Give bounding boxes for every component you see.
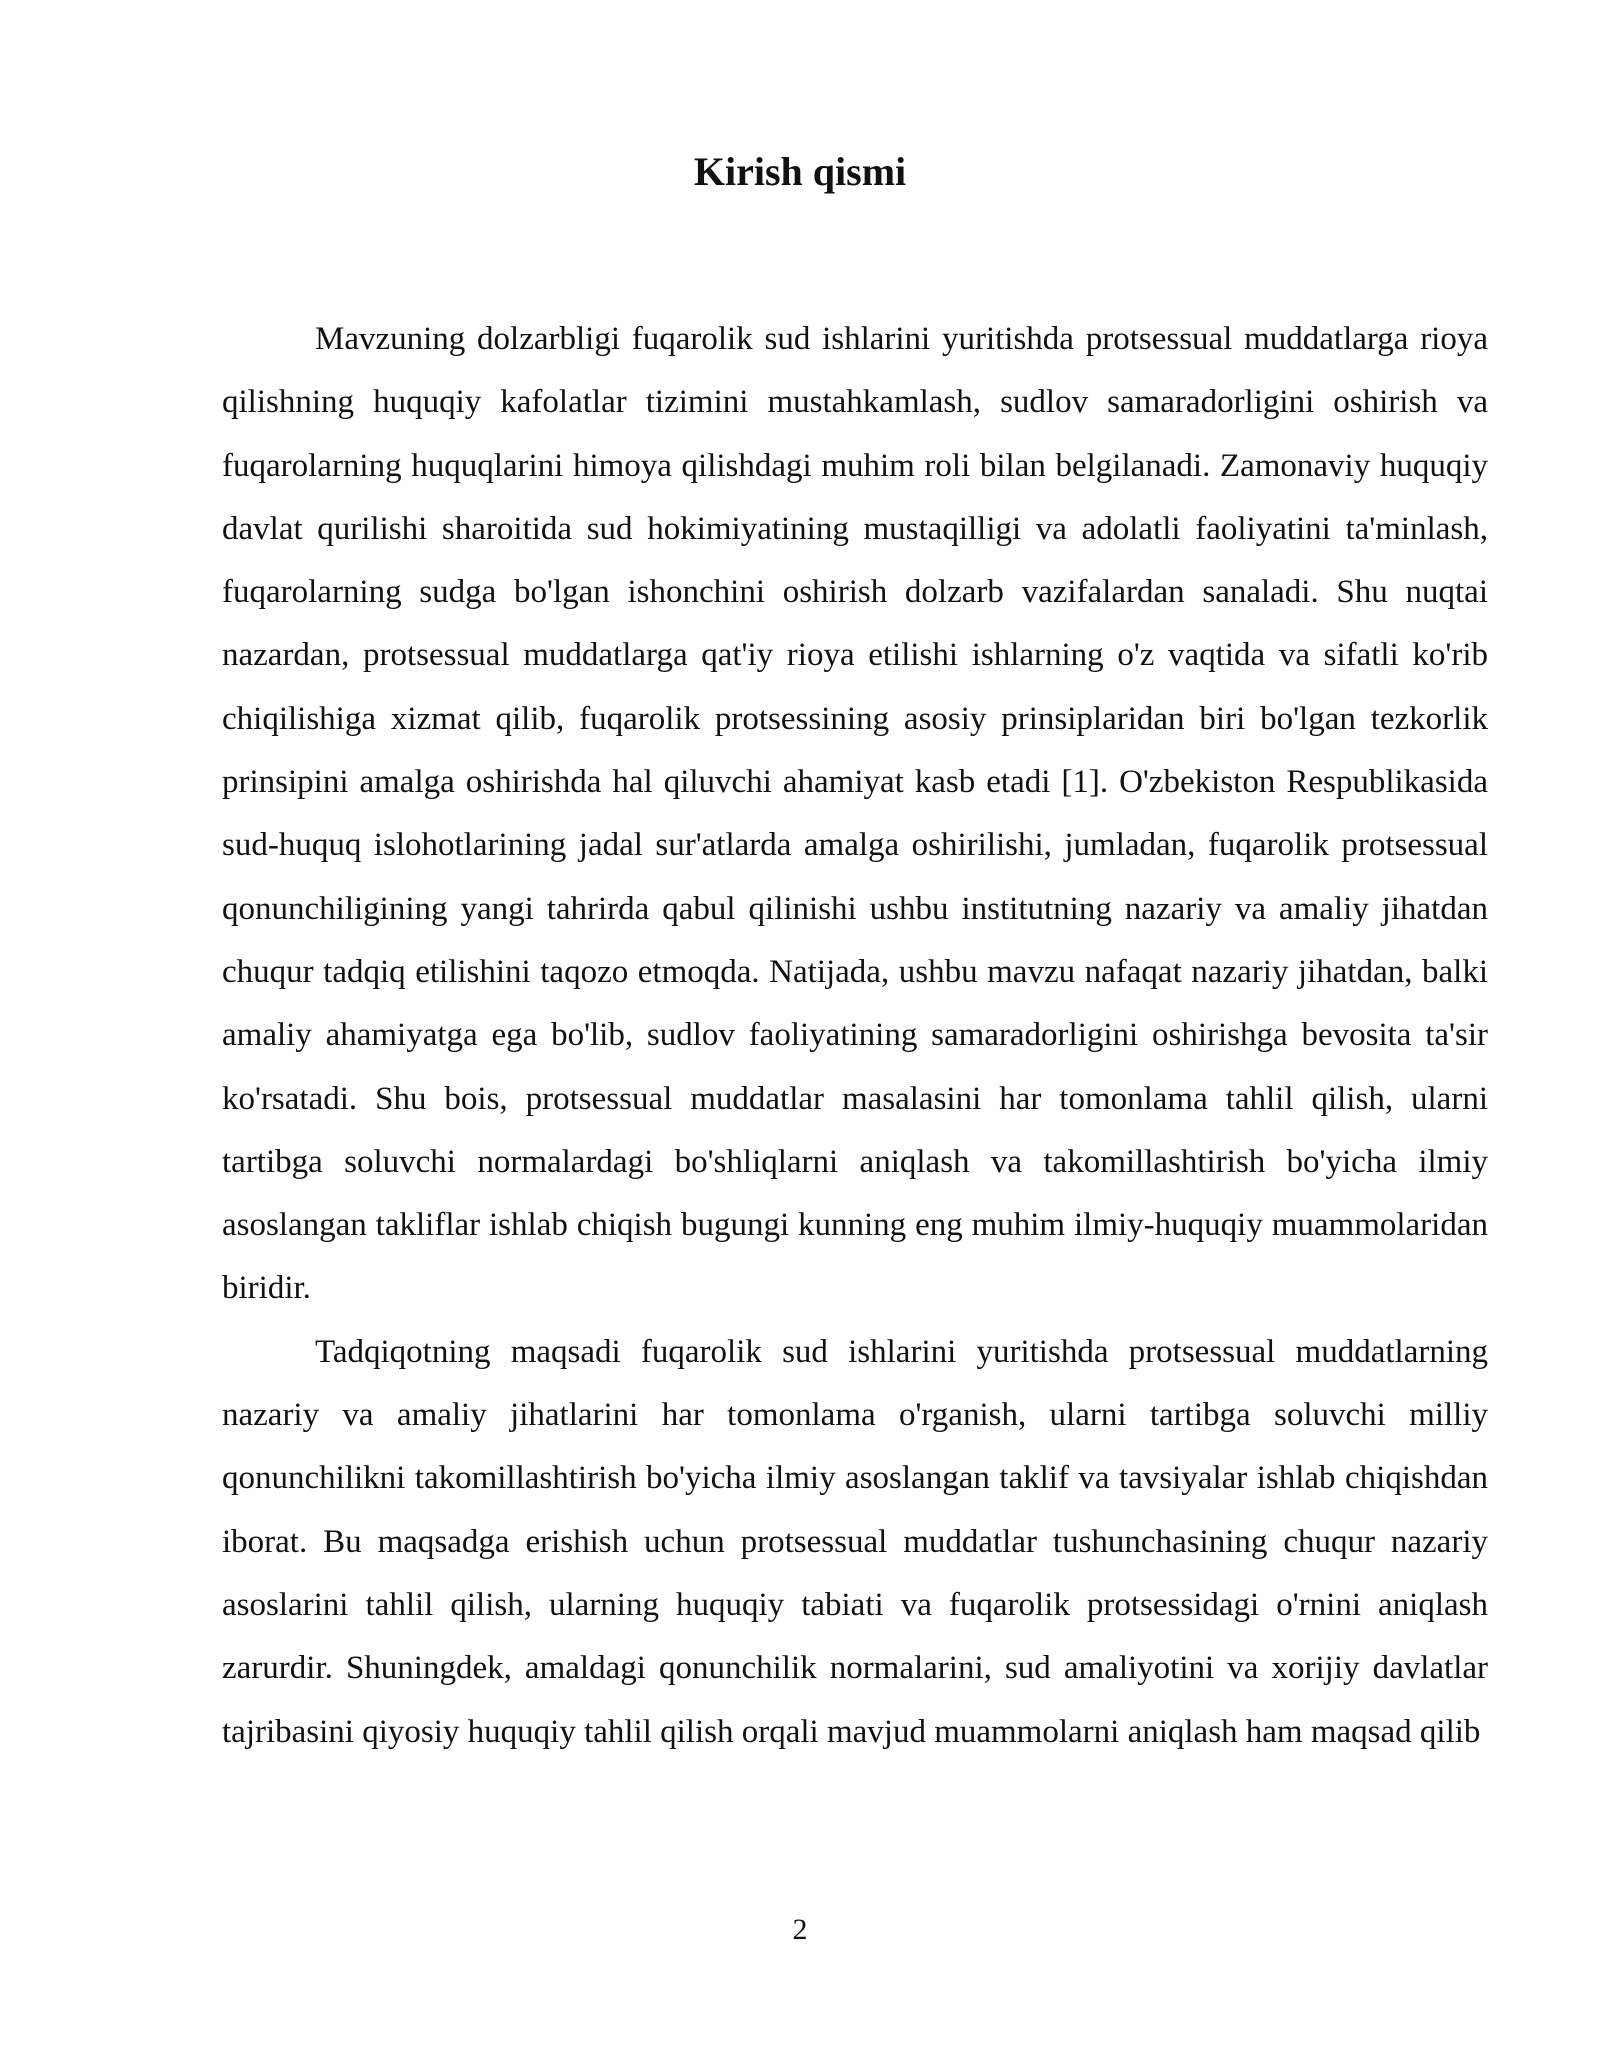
paragraph-research-goal: Tadqiqotning maqsadi fuqarolik sud ishlarini yuritishda protsessual muddatlarning nazariy va amaliy jihatlarini har tomonlama o'rganish, ularni tartibga soluvchi milliy qonunchilikni takomillashtirish bo'yicha ilmiy asoslangan taklif va tavsiyalar ishlab chiqishdan iborat. Bu maqsadga erishish uchun protsessual muddatlar tushunchasining chuqur nazariy asoslarini tahlil qilish, ularning huquqiy tabiati va fuqarolik protsessidagi o'rnini aniqlash zarurdir. Shuningdek, amaldagi qonunchilik normalarini, sud amaliyotini va xorijiy davlatlar tajribasini qiyosiy huquqiy tahlil qilish orqali mavjud muammolarni aniqlash ham maqsad qilib (222, 1333, 1488, 1750)
body-text (222, 308, 1488, 1764)
paragraph-relevance: Mavzuning dolzarbligi fuqarolik sud ishlarini yuritishda protsessual muddatlarga rioya qilishning huquqiy kafolatlar tizimini mustahkamlash, sudlov samaradorligini oshirish va fuqarolarning huquqlarini himoya qilishdagi muhim roli bilan belgilanadi. Zamonaviy huquqiy davlat qurilishi sharoitida sud hokimiyatining mustaqilligi va adolatli faoliyatini ta'minlash, fuqarolarning sudga bo'lgan ishonchini oshirish dolzarb vazifalardan sanaladi. Shu nuqtai nazardan, protsessual muddatlarga qat'iy rioya etilishi ishlarning o'z vaqtida va sifatli ko'rib chiqilishiga xizmat qilib, fuqarolik protsessining asosiy prinsiplaridan biri bo'lgan tezkorlik prinsipini amalga oshirishda hal qiluvchi ahamiyat kasb etadi [1]. O'zbekiston Respublikasida sud-huquq islohotlarining jadal sur'atlarda amalga oshirilishi, jumladan, fuqarolik protsessual qonunchiligining yangi tahrirda qabul qilinishi ushbu institutning nazariy va amaliy jihatdan chuqur tadqiq etilishini taqozo etmoqda. Natijada, ushbu mavzu nafaqat nazariy jihatdan, balki amaliy ahamiyatga ega bo'lib, sudlov faoliyatining samaradorligini oshirishga bevosita ta'sir ko'rsatadi. Shu bois, protsessual muddatlar masalasini har tomonlama tahlil qilish, ularni tartibga soluvchi normalardagi bo'shliqlarni aniqlash va takomillashtirish bo'yicha ilmiy asoslangan takliflar ishlab chiqish bugungi kunning eng muhim ilmiy-huquqiy muammolaridan biridir. (222, 321, 1488, 1307)
page-title: Kirish qismi (693, 149, 907, 194)
page-number: 2 (792, 1913, 808, 1946)
